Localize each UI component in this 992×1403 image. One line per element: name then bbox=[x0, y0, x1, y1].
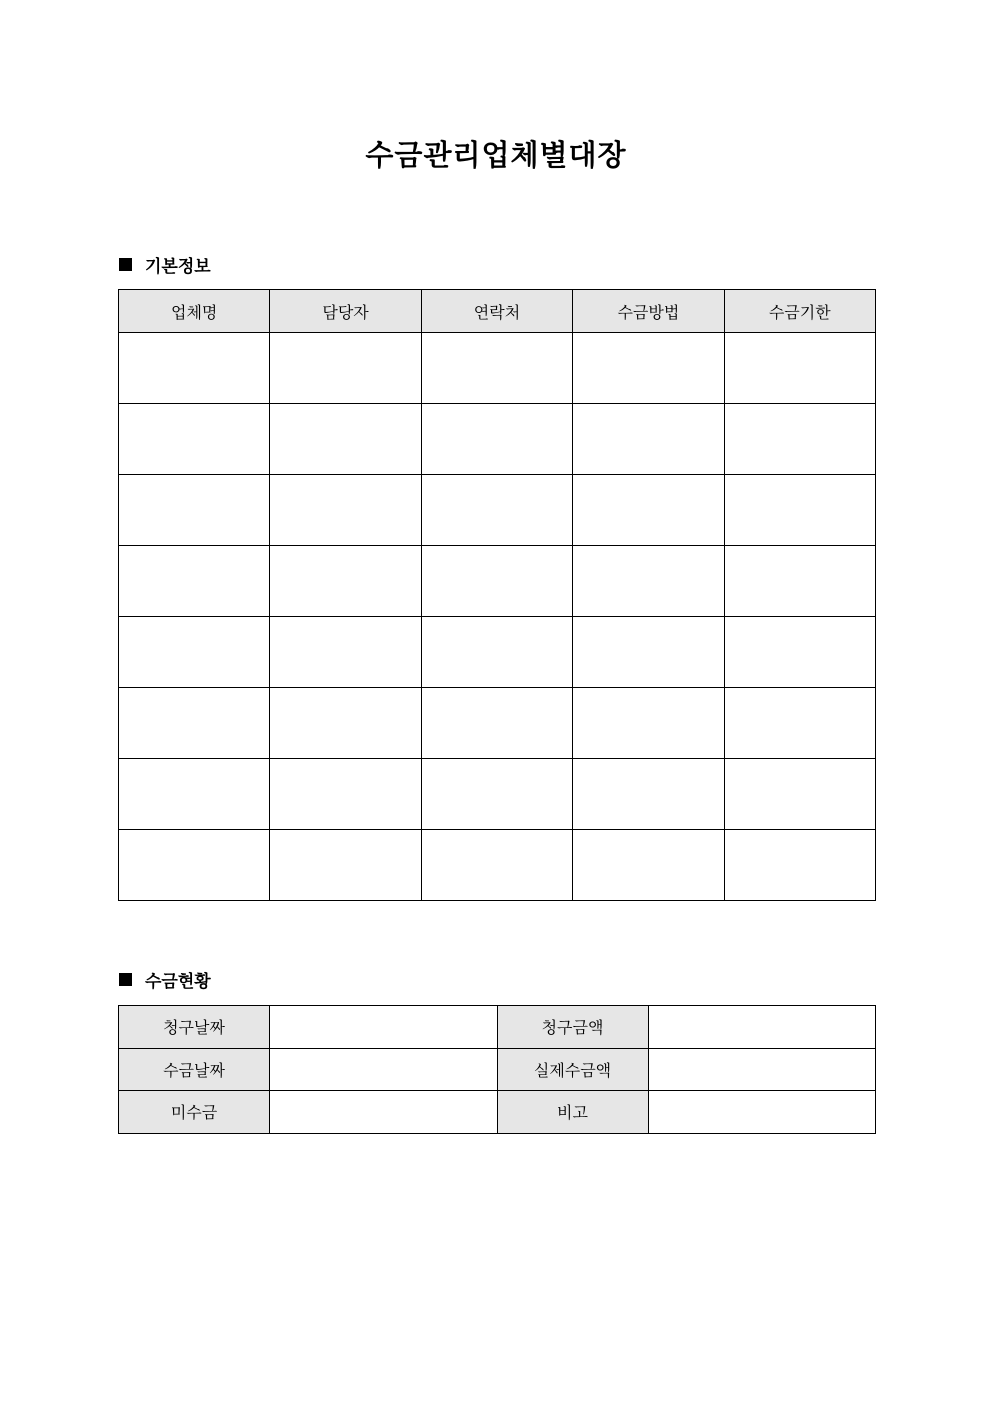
table-cell[interactable] bbox=[270, 546, 421, 617]
table-cell[interactable] bbox=[421, 830, 572, 901]
value-actual-collected-amount[interactable] bbox=[648, 1048, 876, 1091]
label-collection-date: 수금날짜 bbox=[119, 1048, 270, 1091]
table-cell[interactable] bbox=[573, 404, 724, 475]
table-cell[interactable] bbox=[421, 475, 572, 546]
table-cell[interactable] bbox=[724, 830, 875, 901]
table-cell[interactable] bbox=[573, 759, 724, 830]
label-actual-collected-amount: 실제수금액 bbox=[497, 1048, 648, 1091]
value-billing-date[interactable] bbox=[270, 1006, 498, 1049]
table-cell[interactable] bbox=[119, 333, 270, 404]
label-billing-date: 청구날짜 bbox=[119, 1006, 270, 1049]
table-cell[interactable] bbox=[573, 546, 724, 617]
value-billing-amount[interactable] bbox=[648, 1006, 876, 1049]
table-cell[interactable] bbox=[573, 475, 724, 546]
table-cell[interactable] bbox=[119, 404, 270, 475]
table-row bbox=[119, 1006, 876, 1049]
column-header-company: 업체명 bbox=[119, 290, 270, 333]
table-cell[interactable] bbox=[724, 688, 875, 759]
table-cell[interactable] bbox=[119, 830, 270, 901]
label-remarks: 비고 bbox=[497, 1091, 648, 1134]
table-row bbox=[119, 759, 876, 830]
table-cell[interactable] bbox=[421, 617, 572, 688]
table-cell[interactable] bbox=[119, 759, 270, 830]
square-bullet-icon bbox=[119, 973, 132, 986]
table-cell[interactable] bbox=[724, 475, 875, 546]
section-heading-label: 기본정보 bbox=[145, 256, 211, 277]
label-outstanding: 미수금 bbox=[119, 1091, 270, 1134]
table-cell[interactable] bbox=[573, 617, 724, 688]
table-cell[interactable] bbox=[270, 333, 421, 404]
basic-info-table bbox=[118, 289, 876, 901]
value-collection-date[interactable] bbox=[270, 1048, 498, 1091]
table-cell[interactable] bbox=[119, 475, 270, 546]
table-cell[interactable] bbox=[421, 759, 572, 830]
table-cell[interactable] bbox=[724, 759, 875, 830]
document-title: 수금관리업체별대장 bbox=[365, 138, 627, 172]
table-cell[interactable] bbox=[724, 617, 875, 688]
table-row bbox=[119, 830, 876, 901]
table-row bbox=[119, 1091, 876, 1134]
table-cell[interactable] bbox=[270, 404, 421, 475]
table-cell[interactable] bbox=[573, 333, 724, 404]
table-cell[interactable] bbox=[270, 617, 421, 688]
column-header-collection-method: 수금방법 bbox=[573, 290, 724, 333]
table-cell[interactable] bbox=[270, 688, 421, 759]
table-cell[interactable] bbox=[724, 404, 875, 475]
value-remarks[interactable] bbox=[648, 1091, 876, 1134]
table-cell[interactable] bbox=[270, 759, 421, 830]
table-cell[interactable] bbox=[119, 546, 270, 617]
table-row bbox=[119, 404, 876, 475]
table-header-row bbox=[119, 290, 876, 333]
column-header-contact: 연락처 bbox=[421, 290, 572, 333]
section-heading-basic-info bbox=[119, 252, 211, 276]
table-cell[interactable] bbox=[421, 333, 572, 404]
table-row bbox=[119, 688, 876, 759]
square-bullet-icon bbox=[119, 258, 132, 271]
table-row bbox=[119, 617, 876, 688]
value-outstanding[interactable] bbox=[270, 1091, 498, 1134]
table-row bbox=[119, 1048, 876, 1091]
column-header-manager: 담당자 bbox=[270, 290, 421, 333]
table-cell[interactable] bbox=[270, 830, 421, 901]
table-cell[interactable] bbox=[270, 475, 421, 546]
table-cell[interactable] bbox=[421, 688, 572, 759]
table-cell[interactable] bbox=[421, 404, 572, 475]
table-row bbox=[119, 475, 876, 546]
column-header-collection-deadline: 수금기한 bbox=[724, 290, 875, 333]
table-cell[interactable] bbox=[119, 617, 270, 688]
table-cell[interactable] bbox=[573, 688, 724, 759]
collection-status-table bbox=[118, 1005, 876, 1134]
section-heading-collection-status bbox=[119, 967, 211, 991]
table-cell[interactable] bbox=[724, 333, 875, 404]
label-billing-amount: 청구금액 bbox=[497, 1006, 648, 1049]
section-heading-label: 수금현황 bbox=[145, 971, 211, 992]
table-cell[interactable] bbox=[724, 546, 875, 617]
table-cell[interactable] bbox=[421, 546, 572, 617]
table-cell[interactable] bbox=[573, 830, 724, 901]
table-cell[interactable] bbox=[119, 688, 270, 759]
table-row bbox=[119, 333, 876, 404]
table-row bbox=[119, 546, 876, 617]
